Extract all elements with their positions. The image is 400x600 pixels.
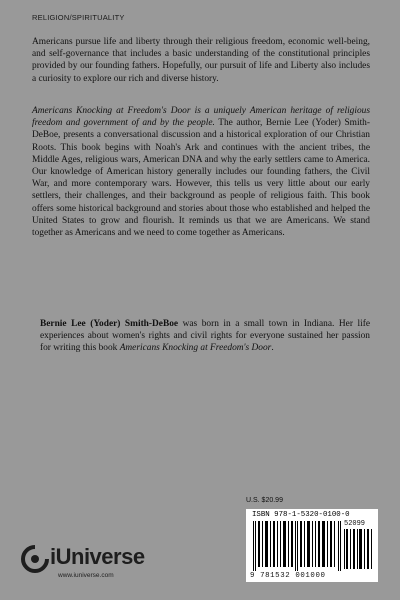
author-name: Bernie Lee (Yoder) Smith-DeBoe — [40, 319, 179, 329]
author-bio-book-title: Americans Knocking at Freedom's Door — [119, 343, 272, 354]
price-code-bars — [344, 529, 374, 569]
publisher-name: iUniverse — [50, 544, 145, 569]
book-title-italic: Americans Knocking at Freedom's Door is a uniquely American heritage of religious freedom and government of and by the people. — [32, 106, 370, 129]
publisher-logo — [20, 544, 170, 588]
publisher-url: www.iuniverse.com — [58, 572, 114, 579]
blurb-paragraph-1: Americans pursue life and liberty through their religious freedom, economic well-being, and self-governance that includes a basic understanding of the constitutional principles provided by our founding fathers. Hopefully, our pursuit of life and Liberty also includes a curiosity to explore our rich and diverse history. — [32, 37, 370, 84]
ean-digits: 9 781532 001000 — [250, 572, 326, 580]
author-bio — [40, 318, 370, 355]
iuniverse-logo-icon — [20, 544, 50, 574]
blurb-paragraph-2 — [32, 105, 370, 239]
price-code-number: 52099 — [344, 520, 366, 528]
isbn-number: ISBN 978-1-5320-0100-0 — [252, 511, 350, 519]
barcode — [246, 509, 378, 582]
author-bio-end: . — [271, 343, 274, 354]
category-label: RELIGION/SPIRITUALITY — [32, 13, 125, 22]
author-bio-text: was born in a small town in Indiana. Her life experiences about women's rights and civil rights for everyone sustained her passion for writing this book — [40, 319, 370, 354]
blurb-paragraph-2-rest: The author, Bernie Lee (Yoder) Smith- DeBoe, presents a conversational discussion and a historical exploration of our Christian Roots. This book begins with Noah's Ark and continues with the ancient tribes, the Middle Ages, religious wars, American DNA and why the early settlers came to America. Our knowledge of American history generally includes our founding fathers, the Civil War, and more contemporary wars. However, this tells us very little about our early settlers, their challenges, and their background as people of religious faith. This book offers some historical background and stories about those who established and helped the United States to grow and flourish. It reminds us that we are Americans. We stand together as Americans and we need to come together as Americans. — [32, 118, 370, 239]
price-label: U.S. $20.99 — [246, 497, 283, 504]
ean-barcode-bars — [252, 521, 342, 571]
